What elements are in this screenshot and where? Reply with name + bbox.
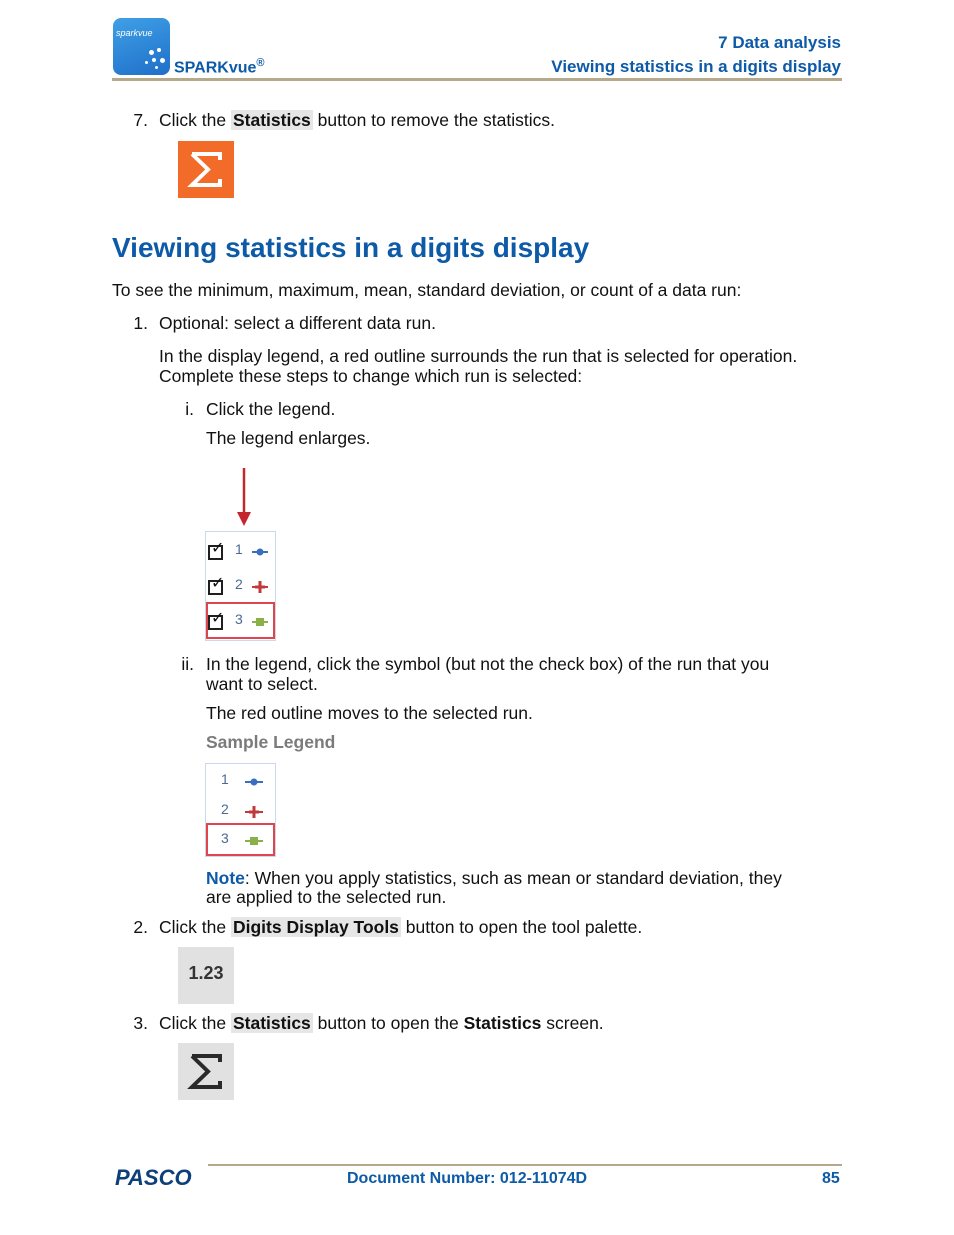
statistics-button-ref-2: Statistics: [232, 1013, 311, 1033]
statistics-button-ref: Statistics: [232, 110, 311, 130]
step1-text: Optional: select a different data run.: [159, 313, 436, 333]
sample-run2-red-symbol-icon[interactable]: [244, 805, 264, 819]
pasco-logo: [113, 1165, 206, 1189]
step1-para2: Complete these steps to change which run is selected:: [159, 366, 583, 386]
run2-checkbox[interactable]: ✓: [208, 580, 223, 595]
step2-text: Click the Digits Display Tools button to open the tool palette.: [159, 917, 643, 937]
note-line2: are applied to the selected run.: [206, 887, 447, 907]
step2-number: 2.: [133, 917, 148, 937]
run3-green-symbol-icon[interactable]: [251, 616, 269, 628]
step3-number: 3.: [133, 1013, 148, 1033]
step1-number: 1.: [133, 313, 148, 333]
run1-blue-symbol-icon[interactable]: [251, 546, 269, 558]
step7-text: Click the Statistics button to remove the statistics.: [159, 110, 555, 130]
footer-document-number: Document Number: 012-11074D: [347, 1170, 588, 1187]
svg-text:PASCO: PASCO: [115, 1165, 192, 1189]
run2-label: 2: [235, 576, 243, 592]
header-section: Viewing statistics in a digits display: [551, 57, 841, 76]
substep-i-text: Click the legend.: [206, 399, 336, 419]
substep-ii-number: ii.: [181, 654, 194, 674]
digits-display-tools-button-ref: Digits Display Tools: [232, 917, 399, 937]
step7-number: 7.: [133, 110, 148, 130]
run1-checkbox[interactable]: ✓: [208, 545, 223, 560]
logo-wordmark: sparkvue: [116, 28, 153, 38]
footer-page-number: 85: [822, 1170, 840, 1187]
run3-checkbox[interactable]: ✓: [208, 615, 223, 630]
sample-run2-label: 2: [221, 801, 229, 817]
step1-para1: In the display legend, a red outline surrounds the run that is selected for operation.: [159, 346, 798, 366]
statistics-orange-button[interactable]: [178, 141, 234, 198]
sample-selected-run-outline: [206, 823, 275, 856]
sample-legend[interactable]: [205, 763, 276, 857]
substep-ii-result: The red outline moves to the selected run.: [206, 703, 533, 723]
sigma-icon: [178, 1043, 234, 1100]
sample-run1-blue-symbol-icon[interactable]: [244, 776, 264, 788]
digits-display-tools-button[interactable]: [178, 947, 234, 1004]
footer-divider: [208, 1164, 842, 1166]
run3-label: 3: [235, 611, 243, 627]
substep-ii-text2: want to select.: [206, 674, 318, 694]
intro-text: To see the minimum, maximum, mean, standard deviation, or count of a data run:: [112, 280, 742, 300]
digits-icon-text: 1.23: [188, 963, 224, 983]
run2-red-symbol-icon[interactable]: [251, 580, 269, 594]
sample-run1-label: 1: [221, 771, 229, 787]
sample-run3-green-symbol-icon[interactable]: [244, 835, 264, 847]
header-app-name: SPARKvue®: [174, 57, 265, 77]
note-line1: Note: When you apply statistics, such as mean or standard deviation, they: [206, 868, 782, 888]
substep-i-number: i.: [185, 399, 194, 419]
run1-label: 1: [235, 541, 243, 557]
substep-i-result: The legend enlarges.: [206, 428, 371, 448]
substep-ii-text1: In the legend, click the symbol (but not the check box) of the run that you: [206, 654, 770, 674]
sigma-icon: [178, 141, 234, 198]
header-divider: [112, 78, 842, 81]
header-chapter: 7 Data analysis: [718, 33, 841, 52]
sample-legend-caption: Sample Legend: [206, 732, 336, 752]
step3-text: Click the Statistics button to open the Statistics screen.: [159, 1013, 604, 1033]
sample-run3-label: 3: [221, 830, 229, 846]
enlarged-legend[interactable]: [205, 531, 276, 641]
sparkvue-logo: [113, 18, 170, 75]
red-arrow-icon: [232, 466, 256, 530]
note-label: Note: [206, 868, 245, 888]
section-title: Viewing statistics in a digits display: [112, 232, 590, 263]
statistics-gray-button[interactable]: [178, 1043, 234, 1100]
